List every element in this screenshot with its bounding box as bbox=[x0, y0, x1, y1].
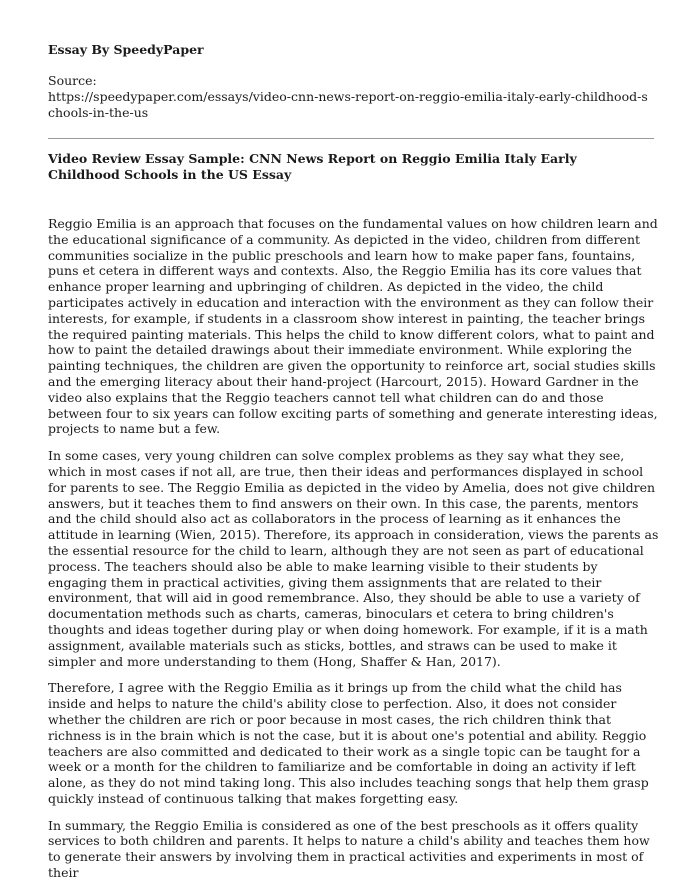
essay-title: Video Review Essay Sample: CNN News Report on Reggio Emilia Italy Early Childhood Schools in the US Essay bbox=[48, 151, 577, 182]
source-url: https://speedypaper.com/essays/video-cnn-news-report-on-reggio-emilia-italy-early-childhood-schools-in-the-us bbox=[48, 89, 648, 120]
essay-header bbox=[48, 42, 658, 121]
essay-paragraph-3: Therefore, I agree with the Reggio Emilia as it brings up from the child what the child has inside and helps to nature the child's ability close to perfection. Also, it does not consider whether the children are rich or poor because in most cases, the rich children think that richness is in the brain which is not the case, but it is about one's potential and ability. Reggio teachers are also committed and dedicated to their work as a single topic can be taught for a week or a month for the children to familiarize and be comfortable in doing an activity if left alone, as they do not mind taking long. This also includes teaching songs that help them grasp quickly instead of continuous talking that makes forgetting easy. bbox=[48, 680, 649, 806]
header-divider bbox=[48, 138, 654, 139]
source-label: Source: bbox=[48, 73, 97, 88]
essay-body bbox=[48, 216, 660, 892]
essay-paragraph-2: In some cases, very young children can solve complex problems as they say what they see, which in most cases if not all, are true, then their ideas and performances displayed in school for parents to see. The Reggio Emilia as depicted in the video by Amelia, does not give children answers, but it teaches them to find answers on their own. In this case, the parents, mentors and the child should also act as collaborators in the process of learning as it enhances the attitude in learning (Wien, 2015). Therefore, its approach in consideration, views the parents as the essential resource for the child to learn, although they are not seen as part of educational process. The teachers should also be able to make learning visible to their students by engaging them in practical activities, giving them assignments that are related to their environment, that will aid in good remembrance. Also, they should be able to use a variety of documentation methods such as charts, cameras, binoculars et cetera to bring children's thoughts and ideas together during play or when doing homework. For example, if it is a math assignment, available materials such as sticks, bottles, and straws can be used to make it simpler and more understanding to them (Hong, Shaffer & Han, 2017). bbox=[48, 448, 659, 669]
essay-paragraph-4: In summary, the Reggio Emilia is considered as one of the best preschools as it offers quality services to both children and parents. It helps to nature a child's ability and teaches them how to generate their answers by involving them in practical activities and experiments in most of their bbox=[48, 817, 650, 881]
essay-paragraph-1: Reggio Emilia is an approach that focuses on the fundamental values on how children learn and the educational significance of a community. As depicted in the video, children from different communities socialize in the public preschools and learn how to make paper fans, fountains, puns et cetera in different ways and contexts. Also, the Reggio Emilia has its core values that enhance proper learning and upbringing of children. As depicted in the video, the child participates actively in education and interaction with the environment as they can follow their interests, for example, if students in a classroom show interest in painting, the teacher brings the required painting materials. This helps the child to know different colors, what to paint and how to paint the detailed drawings about their immediate environment. While exploring the painting techniques, the children are given the opportunity to reinforce art, social studies skills and the emerging literacy about their hand-project (Harcourt, 2015). Howard Gardner in the video also explains that the Reggio teachers cannot tell what children can do and those between four to six years can follow exciting parts of something and generate interesting ideas, projects to name but a few. bbox=[48, 216, 658, 437]
essay-author-line: Essay By SpeedyPaper bbox=[48, 42, 204, 57]
